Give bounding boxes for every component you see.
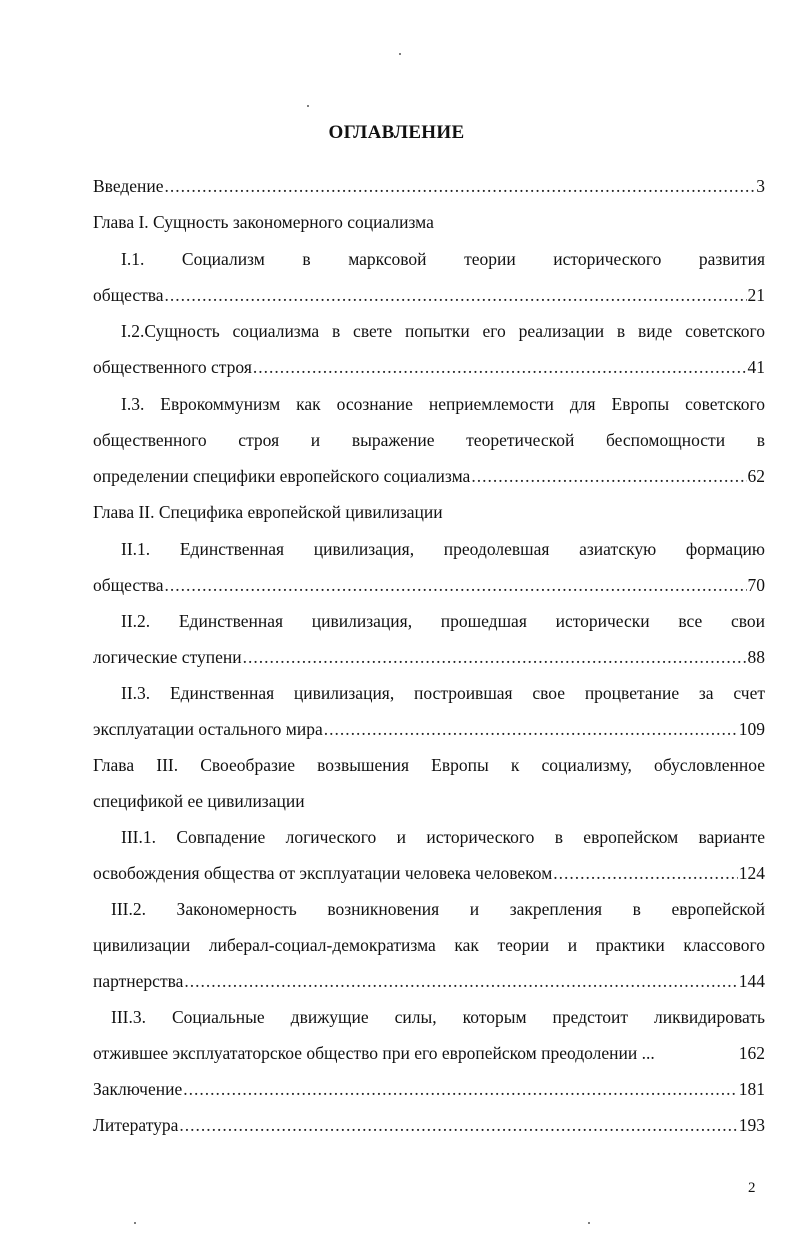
entry-text: общества	[93, 285, 164, 305]
toc-entry-3-2-line1: III.2. Закономерность возникновения и закрепления в европейской	[111, 899, 765, 919]
entry-page: 181	[738, 1079, 765, 1099]
toc-entry-3-3-line1: III.3. Социальные движущие силы, которым предстоит ликвидировать	[111, 1007, 765, 1027]
entry-text: общества	[93, 575, 164, 595]
entry-text: Введение	[93, 176, 164, 196]
entry-text: партнерства	[93, 971, 184, 991]
toc-entry-3-2-line2: цивилизации либерал-социал-демократизма как теории и практики классового	[93, 935, 765, 955]
leader-dots	[471, 465, 746, 487]
toc-entry-2-2-line1: II.2. Единственная цивилизация, прошедшая исторически все свои	[121, 611, 765, 631]
page-title: ОГЛАВЛЕНИЕ	[328, 122, 465, 143]
leader-dots	[243, 646, 747, 668]
entry-page: 109	[738, 719, 765, 739]
toc-entry-3-2-line3	[93, 970, 765, 992]
entry-page: 88	[747, 647, 765, 667]
toc-entry-1-3-line2: общественного строя и выражение теоретической беспомощности в	[93, 430, 765, 450]
entry-text: освобождения общества от эксплуатации человека человеком	[93, 863, 553, 883]
toc-chapter-3-line1: Глава III. Своеобразие возвышения Европы к социализму, обусловленное	[93, 755, 765, 775]
toc-entry-1-3-line1: I.3. Еврокоммунизм как осознание неприемлемости для Европы советского	[121, 394, 765, 414]
toc-entry-literature	[93, 1114, 765, 1136]
entry-page: 193	[738, 1115, 765, 1135]
entry-page: 62	[747, 466, 765, 486]
toc-entry-conclusion	[93, 1078, 765, 1100]
leader-dots	[165, 175, 756, 197]
scan-speck	[588, 1222, 590, 1224]
leader-dots	[553, 862, 737, 884]
toc-entry-1-2-line1: I.2.Сущность социализма в свете попытки его реализации в виде советского	[121, 321, 765, 341]
entry-page: 144	[738, 971, 765, 991]
toc-entry-3-1-line2	[93, 862, 765, 884]
entry-page: 70	[747, 575, 765, 595]
toc-entry-1-2-line2	[93, 356, 765, 378]
entry-text: общественного строя	[93, 357, 252, 377]
entry-page: 3	[756, 176, 765, 196]
toc-entry-3-1-line1: III.1. Совпадение логического и исторического в европейском варианте	[121, 827, 765, 847]
entry-page: 41	[747, 357, 765, 377]
leader-dots	[165, 574, 747, 596]
toc-chapter-3-line2: спецификой ее цивилизации	[93, 791, 305, 811]
entry-page: 162	[738, 1043, 765, 1063]
scan-speck	[399, 53, 401, 55]
entry-text: определении специфики европейского социализма	[93, 466, 471, 486]
toc-entry-1-1-line2	[93, 284, 765, 306]
entry-page: 21	[747, 285, 765, 305]
toc-entry-intro	[93, 175, 765, 197]
toc-entry-2-3-line2	[93, 718, 765, 740]
leader-dots	[184, 970, 737, 992]
toc-chapter-1: Глава I. Сущность закономерного социализма	[93, 212, 434, 232]
page-number: 2	[748, 1180, 756, 1196]
toc-entry-2-1-line2	[93, 574, 765, 596]
entry-page: 124	[738, 863, 765, 883]
leader-dots	[179, 1114, 737, 1136]
entry-text: эксплуатации остального мира	[93, 719, 323, 739]
toc-chapter-2: Глава II. Специфика европейской цивилизации	[93, 502, 443, 522]
scan-speck	[134, 1222, 136, 1224]
leader-dots	[183, 1078, 738, 1100]
toc-entry-2-2-line2	[93, 646, 765, 668]
toc-entry-2-3-line1: II.3. Единственная цивилизация, построившая свое процветание за счет	[121, 683, 765, 703]
entry-text: Заключение	[93, 1079, 183, 1099]
leader-dots	[324, 718, 738, 740]
leader-dots	[165, 284, 747, 306]
entry-text: Литература	[93, 1115, 179, 1135]
entry-text: логические ступени	[93, 647, 242, 667]
toc-entry-1-3-line3	[93, 465, 765, 487]
toc-entry-3-3-line2	[93, 1042, 765, 1064]
toc-entry-2-1-line1: II.1. Единственная цивилизация, преодолевшая азиатскую формацию	[121, 539, 765, 559]
leader-dots	[253, 356, 747, 378]
scan-speck	[307, 105, 309, 107]
toc-entry-1-1-line1: I.1. Социализм в марксовой теории исторического развития	[121, 249, 765, 269]
entry-text: отжившее эксплуататорское общество при его европейском преодолении ...	[93, 1043, 655, 1063]
